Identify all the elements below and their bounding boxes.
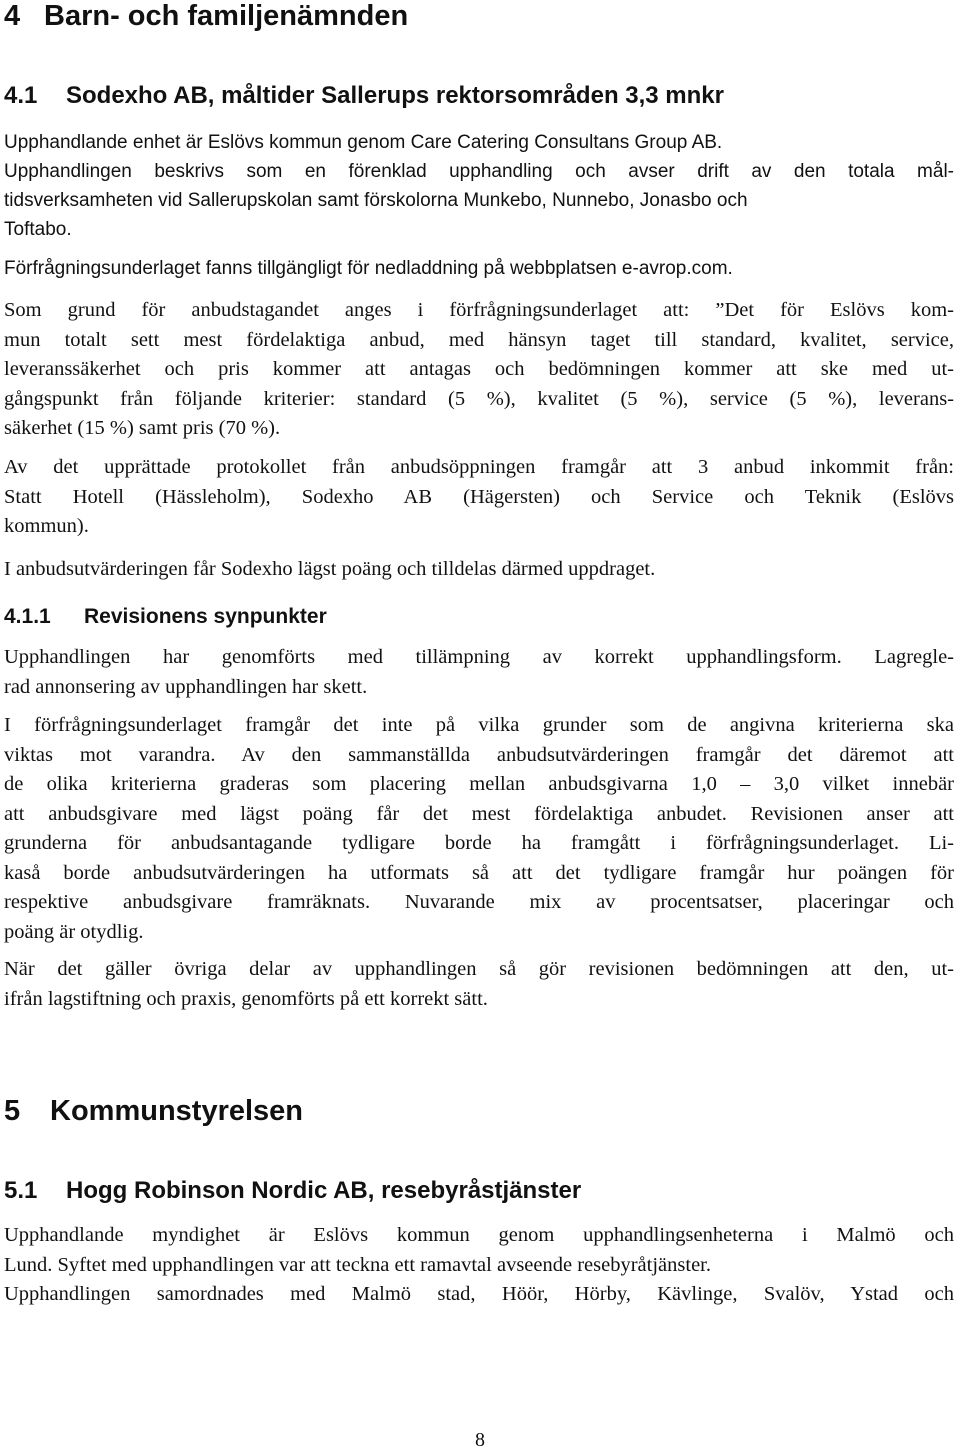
text-line: gångspunkt från följande kriterier: standard (5 %), kvalitet (5 %), service (5 %), leverans- (4, 387, 954, 410)
text-line: Upphandlingen har genomförts med tillämpning av korrekt upphandlingsform. Lagregle- (4, 646, 954, 668)
paragraph-download (4, 254, 954, 283)
paragraph-result (4, 555, 954, 585)
section-heading-4 (4, 0, 954, 32)
text-line: leveranssäkerhet och pris kommer att antagas och bedömningen kommer att ske med ut- (4, 358, 954, 380)
section-heading-5 (4, 1095, 954, 1127)
text-line: När det gäller övriga delar av upphandlingen så gör revisionen bedömningen att den, ut- (4, 958, 954, 980)
paragraph-bids (4, 453, 954, 542)
section-heading-4-1 (4, 82, 954, 110)
text-line: Statt Hotell (Hässleholm), Sodexho AB (Hägersten) och Service och Teknik (Eslövs (4, 485, 954, 508)
text-line: Upphandlande myndighet är Eslövs kommun genom upphandlingsenheterna i Malmö och (4, 1224, 954, 1246)
section-title: Revisionens synpunkter (84, 605, 327, 628)
text-line: Upphandlingen beskrivs som en förenklad upphandling och avser drift av den totala mål- (4, 161, 954, 182)
paragraph-review-2 (4, 711, 954, 947)
section-number: 4.1 (4, 82, 38, 109)
section-title: Sodexho AB, måltider Sallerups rektorsområden 3,3 mnkr (66, 82, 724, 109)
text-line: ifrån lagstiftning och praxis, genomförts på ett korrekt sätt. (4, 987, 488, 1010)
paragraph-travel (4, 1221, 954, 1310)
text-line: grunderna för anbudsantagande tydligare borde ha framgått i förfrågningsunderlaget. Li- (4, 832, 954, 854)
text-line: säkerhet (15 %) samt pris (70 %). (4, 417, 281, 439)
text-line: I förfrågningsunderlaget framgår det inte på vilka grunder som de angivna kriterierna ska (4, 714, 954, 736)
text-line: kaså borde anbudsutvärderingen ha utformats så att det tydligare framgår hur poängen för (4, 861, 954, 884)
paragraph-intro (4, 128, 954, 244)
text-line: rad annonsering av upphandlingen har skett. (4, 675, 368, 698)
section-number: 4.1.1 (4, 605, 51, 628)
text-line: Av det upprättade protokollet från anbudsöppningen framgår att 3 anbud inkommit från: (4, 456, 954, 478)
text-line: Upphandlande enhet är Eslövs kommun genom Care Catering Consultans Group AB. (4, 132, 723, 153)
text-line: Som grund för anbudstagandet anges i förfrågningsunderlaget att: ”Det för Eslövs kom- (4, 299, 954, 321)
text-line: de olika kriterierna graderas som placering mellan anbudsgivarna 1,0 – 3,0 vilket innebär (4, 773, 954, 795)
text-line: I anbudsutvärderingen får Sodexho lägst poäng och tilldelas därmed uppdraget. (4, 558, 656, 580)
text-line: mun totalt sett mest fördelaktiga anbud, med hänsyn taget till standard, kvalitet, service, (4, 328, 954, 351)
text-line: Toftabo. (4, 219, 72, 240)
paragraph-review-3 (4, 955, 954, 1014)
section-title: Hogg Robinson Nordic AB, resebyråstjänster (66, 1177, 582, 1204)
text-line: Upphandlingen samordnades med Malmö stad, Höör, Hörby, Kävlinge, Svalöv, Ystad och (4, 1283, 954, 1305)
section-heading-5-1 (4, 1177, 954, 1205)
section-title: Kommunstyrelsen (50, 1095, 304, 1127)
text-line: kommun). (4, 515, 89, 537)
text-line: viktas mot varandra. Av den sammanställda anbudsutvärderingen framgår det däremot att (4, 743, 954, 766)
section-heading-4-1-1 (4, 604, 954, 630)
section-number: 5.1 (4, 1177, 38, 1204)
text-line: poäng är otydlig. (4, 920, 144, 943)
section-number: 5 (4, 1095, 21, 1127)
text-line: respektive anbudsgivare framräknats. Nuvarande mix av procentsatser, placeringar och (4, 891, 954, 913)
text-line: Lund. Syftet med upphandlingen var att teckna ett ramavtal avseende resebyråtjänster. (4, 1253, 711, 1276)
text-line: Förfrågningsunderlaget fanns tillgängligt för nedladdning på webbplatsen e-avrop.com. (4, 258, 733, 279)
section-number: 4 (4, 0, 21, 32)
section-title: Barn- och familjenämnden (44, 0, 409, 32)
page-number: 8 (475, 1429, 485, 1451)
text-line: att anbudsgivare med lägst poäng får det mest fördelaktiga anbudet. Revisionen anser att (4, 802, 954, 825)
text-line: tidsverksamheten vid Sallerupskolan samt förskolorna Munkebo, Nunnebo, Jonasbo och (4, 190, 748, 211)
paragraph-criteria (4, 296, 954, 444)
paragraph-review-1 (4, 643, 954, 702)
